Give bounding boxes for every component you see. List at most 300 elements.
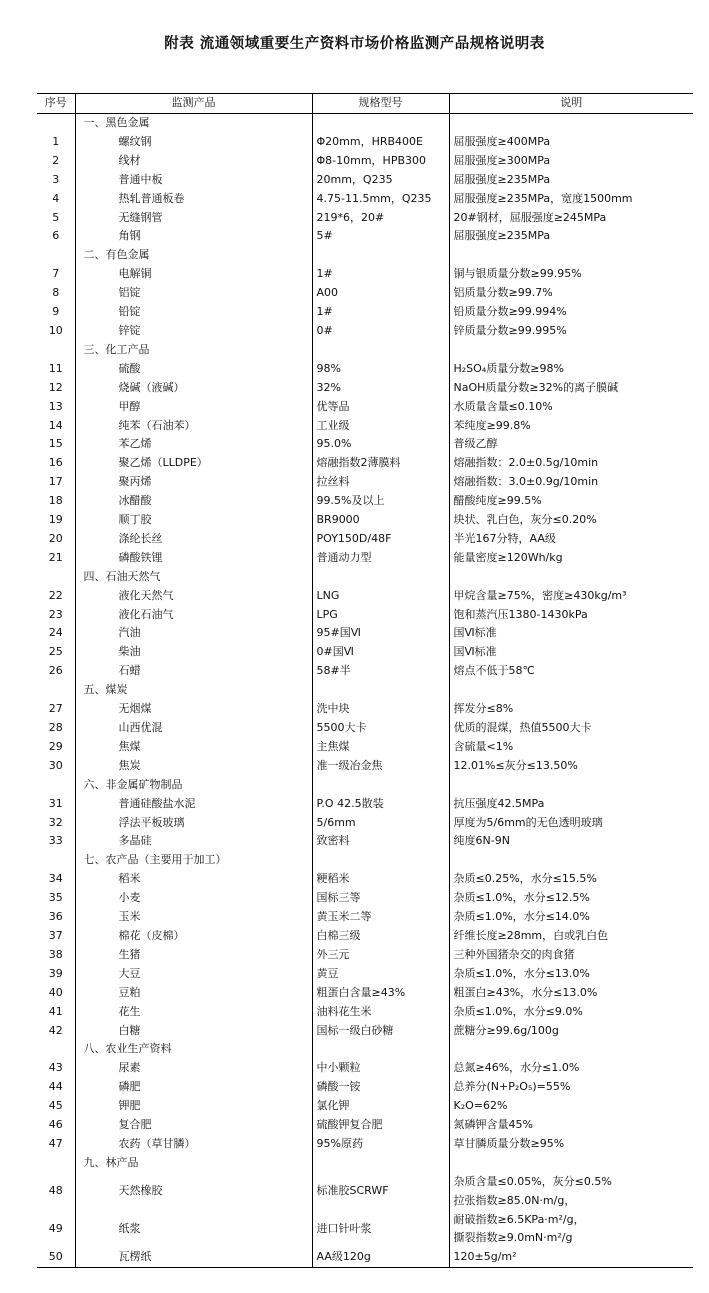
row-desc-line: 拉张指数≥85.0N·m/g， bbox=[453, 1193, 576, 1207]
row-product: 无烟煤 bbox=[75, 700, 312, 719]
row-no: 27 bbox=[48, 702, 63, 716]
category-row bbox=[37, 1154, 693, 1173]
row-desc: 三种外国猪杂交的肉食猪 bbox=[449, 946, 693, 965]
row-spec: POY150D/48F bbox=[312, 530, 449, 549]
row-no: 32 bbox=[48, 815, 63, 829]
row-product: 汽油 bbox=[75, 624, 312, 643]
row-no: 44 bbox=[48, 1080, 63, 1094]
category-row bbox=[37, 341, 693, 360]
row-spec: A00 bbox=[312, 284, 449, 303]
row-product: 豆粕 bbox=[75, 984, 312, 1003]
category-desc-cell bbox=[449, 246, 693, 265]
category-desc-cell bbox=[449, 114, 693, 133]
row-spec: 95.0% bbox=[312, 435, 449, 454]
row-spec: 国标三等 bbox=[312, 889, 449, 908]
category-spec-cell bbox=[312, 1154, 449, 1173]
row-desc: 总养分(N+P₂O₅)=55% bbox=[449, 1078, 693, 1097]
table-row bbox=[37, 549, 693, 568]
table-row bbox=[37, 719, 693, 738]
row-desc: 纤维长度≥28mm，白或乳白色 bbox=[449, 927, 693, 946]
row-no: 34 bbox=[48, 872, 63, 886]
row-spec: 工业级 bbox=[312, 417, 449, 436]
row-desc: 挥发分≤8% bbox=[449, 700, 693, 719]
row-product: 螺纹钢 bbox=[75, 133, 312, 152]
table-row bbox=[37, 946, 693, 965]
row-no: 8 bbox=[52, 286, 60, 300]
row-spec: 磷酸一铵 bbox=[312, 1078, 449, 1097]
row-spec: 拉丝料 bbox=[312, 473, 449, 492]
row-desc: 屈服强度≥400MPa bbox=[449, 133, 693, 152]
row-product: 涤纶长丝 bbox=[75, 530, 312, 549]
category-no-cell bbox=[37, 851, 75, 870]
table-row bbox=[37, 870, 693, 889]
category-label: 八、农业生产资料 bbox=[75, 1040, 312, 1059]
row-desc: 铜与银质量分数≥99.95% bbox=[449, 265, 693, 284]
row-desc: 块状、乳白色，灰分≤0.20% bbox=[449, 511, 693, 530]
category-label: 九、林产品 bbox=[75, 1154, 312, 1173]
row-spec: 硫酸钾复合肥 bbox=[312, 1116, 449, 1135]
row-desc: 抗压强度42.5MPa bbox=[449, 795, 693, 814]
row-desc: 熔融指数：3.0±0.9g/10min bbox=[449, 473, 693, 492]
row-no: 49 bbox=[48, 1222, 63, 1236]
row-product: 磷酸铁锂 bbox=[75, 549, 312, 568]
row-desc: 半光167分特，AA级 bbox=[449, 530, 693, 549]
category-no-cell bbox=[37, 681, 75, 700]
table-row bbox=[37, 1078, 693, 1097]
table-row bbox=[37, 511, 693, 530]
table-row bbox=[37, 417, 693, 436]
row-no: 12 bbox=[48, 380, 63, 394]
row-spec: 黄玉米二等 bbox=[312, 908, 449, 927]
row-desc: 熔点不低于58℃ bbox=[449, 662, 693, 681]
row-product: 浮法平板玻璃 bbox=[75, 814, 312, 833]
table-row bbox=[37, 473, 693, 492]
row-product: 烧碱（液碱） bbox=[75, 379, 312, 398]
row-desc: 熔融指数：2.0±0.5g/10min bbox=[449, 454, 693, 473]
row-spec: 黄豆 bbox=[312, 965, 449, 984]
category-desc-cell bbox=[449, 1154, 693, 1173]
row-spec: 进口针叶浆 bbox=[312, 1211, 449, 1249]
row-desc: 总氮≥46%，水分≤1.0% bbox=[449, 1059, 693, 1078]
row-no: 43 bbox=[48, 1061, 63, 1075]
row-spec: 95%原药 bbox=[312, 1135, 449, 1154]
row-product: 多晶硅 bbox=[75, 832, 312, 851]
row-spec: 外三元 bbox=[312, 946, 449, 965]
row-product: 聚乙烯（LLDPE） bbox=[75, 454, 312, 473]
category-no-cell bbox=[37, 1040, 75, 1059]
row-spec: 5# bbox=[312, 227, 449, 246]
table-body bbox=[37, 114, 693, 1268]
table-row bbox=[37, 643, 693, 662]
row-spec: 中小颗粒 bbox=[312, 1059, 449, 1078]
row-desc: 屈服强度≥235MPa bbox=[449, 227, 693, 246]
row-desc: NaOH质量分数≥32%的离子膜碱 bbox=[449, 379, 693, 398]
row-spec: 0#国Ⅵ bbox=[312, 643, 449, 662]
row-spec: 油料花生米 bbox=[312, 1003, 449, 1022]
table-row bbox=[37, 152, 693, 171]
row-desc: 含硫量<1% bbox=[449, 738, 693, 757]
row-product: 石蜡 bbox=[75, 662, 312, 681]
row-product: 玉米 bbox=[75, 908, 312, 927]
category-no-cell bbox=[37, 246, 75, 265]
row-no: 41 bbox=[48, 1004, 63, 1018]
row-product: 棉花（皮棉） bbox=[75, 927, 312, 946]
spec-table bbox=[37, 93, 693, 1268]
row-desc: 粗蛋白≥43%，水分≤13.0% bbox=[449, 984, 693, 1003]
row-spec: 洗中块 bbox=[312, 700, 449, 719]
table-row bbox=[37, 1135, 693, 1154]
row-product: 焦炭 bbox=[75, 757, 312, 776]
category-row bbox=[37, 246, 693, 265]
row-spec: 主焦煤 bbox=[312, 738, 449, 757]
row-spec: LPG bbox=[312, 606, 449, 625]
row-desc: 蔗糖分≥99.6g/100g bbox=[449, 1022, 693, 1041]
row-no: 2 bbox=[52, 153, 60, 167]
category-row bbox=[37, 568, 693, 587]
row-no: 4 bbox=[52, 191, 60, 205]
row-no: 22 bbox=[48, 588, 63, 602]
table-row bbox=[37, 984, 693, 1003]
row-product: 纸浆 bbox=[75, 1211, 312, 1249]
row-desc: 120±5g/m² bbox=[449, 1248, 693, 1267]
category-row bbox=[37, 114, 693, 133]
row-spec: 219*6，20# bbox=[312, 209, 449, 228]
table-row bbox=[37, 832, 693, 851]
category-no-cell bbox=[37, 114, 75, 133]
row-product: 钾肥 bbox=[75, 1097, 312, 1116]
header-product: 监测产品 bbox=[75, 94, 312, 114]
row-spec: 粗蛋白含量≥43% bbox=[312, 984, 449, 1003]
row-no: 35 bbox=[48, 891, 63, 905]
table-row bbox=[37, 171, 693, 190]
row-no: 37 bbox=[48, 928, 63, 942]
row-desc: 屈服强度≥235MPa bbox=[449, 171, 693, 190]
table-row bbox=[37, 624, 693, 643]
row-no: 46 bbox=[48, 1118, 63, 1132]
table-row bbox=[37, 927, 693, 946]
header-no: 序号 bbox=[44, 96, 67, 110]
row-desc: 屈服强度≥300MPa bbox=[449, 152, 693, 171]
table-row bbox=[37, 209, 693, 228]
row-spec: 白棉三级 bbox=[312, 927, 449, 946]
row-product: 焦煤 bbox=[75, 738, 312, 757]
table-row bbox=[37, 492, 693, 511]
row-no: 28 bbox=[48, 721, 63, 734]
row-spec: AA级120g bbox=[312, 1248, 449, 1267]
row-spec: 5/6mm bbox=[312, 814, 449, 833]
row-product: 农药（草甘膦） bbox=[75, 1135, 312, 1154]
category-desc-cell bbox=[449, 568, 693, 587]
table-row bbox=[37, 1116, 693, 1135]
table-row bbox=[37, 738, 693, 757]
table-row bbox=[37, 227, 693, 246]
row-product: 生猪 bbox=[75, 946, 312, 965]
row-no: 14 bbox=[48, 418, 63, 432]
category-spec-cell bbox=[312, 776, 449, 795]
row-desc: 锌质量分数≥99.995% bbox=[449, 322, 693, 341]
row-no: 3 bbox=[52, 172, 60, 186]
category-desc-cell bbox=[449, 341, 693, 360]
row-no: 5 bbox=[52, 210, 60, 224]
row-no: 1 bbox=[52, 134, 60, 148]
category-label: 四、石油天然气 bbox=[75, 568, 312, 587]
row-desc: 草甘膦质量分数≥95% bbox=[449, 1135, 693, 1154]
row-no: 50 bbox=[48, 1250, 63, 1264]
row-no: 18 bbox=[48, 494, 63, 508]
category-spec-cell bbox=[312, 114, 449, 133]
row-desc: 杂质≤1.0%，水分≤14.0% bbox=[449, 908, 693, 927]
header-desc: 说明 bbox=[449, 94, 693, 114]
row-desc: 杂质≤1.0%，水分≤9.0% bbox=[449, 1003, 693, 1022]
row-desc: 优质的混煤，热值5500大卡 bbox=[449, 719, 693, 738]
row-spec: 0# bbox=[312, 322, 449, 341]
category-desc-cell bbox=[449, 776, 693, 795]
row-desc: 纯度6N-9N bbox=[449, 832, 693, 851]
category-label: 一、黑色金属 bbox=[75, 114, 312, 133]
row-desc: 屈服强度≥235MPa，宽度1500mm bbox=[449, 190, 693, 209]
row-no: 29 bbox=[48, 739, 63, 753]
row-no: 15 bbox=[48, 437, 63, 451]
table-row bbox=[37, 814, 693, 833]
row-product: 普通中板 bbox=[75, 171, 312, 190]
table-row bbox=[37, 662, 693, 681]
category-spec-cell bbox=[312, 851, 449, 870]
row-spec: 95#国Ⅵ bbox=[312, 624, 449, 643]
row-desc: 国Ⅵ标准 bbox=[449, 643, 693, 662]
row-product: 白糖 bbox=[75, 1022, 312, 1041]
row-no: 10 bbox=[48, 323, 63, 337]
row-no: 31 bbox=[48, 796, 63, 810]
row-product: 聚丙烯 bbox=[75, 473, 312, 492]
row-no: 17 bbox=[48, 475, 63, 489]
row-product: 尿素 bbox=[75, 1059, 312, 1078]
category-label: 五、煤炭 bbox=[75, 681, 312, 700]
table-row bbox=[37, 435, 693, 454]
table-row bbox=[37, 454, 693, 473]
row-product: 热轧普通板卷 bbox=[75, 190, 312, 209]
row-desc: 氮磷钾含量45% bbox=[449, 1116, 693, 1135]
row-spec: 32% bbox=[312, 379, 449, 398]
row-desc: 铝质量分数≥99.7% bbox=[449, 284, 693, 303]
row-spec: 5500大卡 bbox=[312, 719, 449, 738]
row-product: 天然橡胶 bbox=[75, 1173, 312, 1211]
category-row bbox=[37, 776, 693, 795]
row-product: 复合肥 bbox=[75, 1116, 312, 1135]
category-spec-cell bbox=[312, 1040, 449, 1059]
category-no-cell bbox=[37, 776, 75, 795]
row-spec: Φ8-10mm，HPB300 bbox=[312, 152, 449, 171]
row-spec: 优等品 bbox=[312, 398, 449, 417]
table-row bbox=[37, 133, 693, 152]
row-desc: 杂质≤1.0%，水分≤12.5% bbox=[449, 889, 693, 908]
row-spec: 20mm，Q235 bbox=[312, 171, 449, 190]
row-desc: 普级乙醇 bbox=[449, 435, 693, 454]
row-no: 36 bbox=[48, 910, 63, 924]
row-desc: 国Ⅵ标准 bbox=[449, 624, 693, 643]
row-product: 大豆 bbox=[75, 965, 312, 984]
row-product: 磷肥 bbox=[75, 1078, 312, 1097]
row-no: 13 bbox=[48, 399, 63, 413]
row-product: 液化天然气 bbox=[75, 587, 312, 606]
row-product: 花生 bbox=[75, 1003, 312, 1022]
table-row bbox=[37, 587, 693, 606]
row-no: 39 bbox=[48, 966, 63, 980]
category-desc-cell bbox=[449, 1040, 693, 1059]
table-row bbox=[37, 398, 693, 417]
row-spec: 标准胶SCRWF bbox=[312, 1173, 449, 1211]
row-no: 20 bbox=[48, 531, 63, 545]
table-row bbox=[37, 1097, 693, 1116]
table-row bbox=[37, 757, 693, 776]
row-no: 6 bbox=[52, 229, 60, 243]
row-spec: 99.5%及以上 bbox=[312, 492, 449, 511]
row-desc: 杂质≤0.25%，水分≤15.5% bbox=[449, 870, 693, 889]
category-label: 二、有色金属 bbox=[75, 246, 312, 265]
table-row bbox=[37, 606, 693, 625]
row-desc: H₂SO₄质量分数≥98% bbox=[449, 360, 693, 379]
row-spec: 国标一级白砂糖 bbox=[312, 1022, 449, 1041]
row-desc: 甲烷含量≥75%，密度≥430kg/m³ bbox=[449, 587, 693, 606]
category-label: 三、化工产品 bbox=[75, 341, 312, 360]
row-product: 角钢 bbox=[75, 227, 312, 246]
row-product: 液化石油气 bbox=[75, 606, 312, 625]
row-spec: 普通动力型 bbox=[312, 549, 449, 568]
table-row bbox=[37, 1248, 693, 1267]
row-product: 顺丁胶 bbox=[75, 511, 312, 530]
row-no: 16 bbox=[48, 456, 63, 470]
row-no: 21 bbox=[48, 550, 63, 564]
row-product: 瓦楞纸 bbox=[75, 1248, 312, 1267]
row-desc: 厚度为5/6mm的无色透明玻璃 bbox=[449, 814, 693, 833]
row-desc: 醋酸纯度≥99.5% bbox=[449, 492, 693, 511]
table-row bbox=[37, 889, 693, 908]
table-row bbox=[37, 1173, 693, 1211]
row-product: 普通硅酸盐水泥 bbox=[75, 795, 312, 814]
row-product: 小麦 bbox=[75, 889, 312, 908]
category-no-cell bbox=[37, 568, 75, 587]
row-no: 42 bbox=[48, 1023, 63, 1037]
row-product: 硫酸 bbox=[75, 360, 312, 379]
row-product: 铅锭 bbox=[75, 303, 312, 322]
row-desc: 水质量含量≤0.10% bbox=[449, 398, 693, 417]
row-spec: 准一级冶金焦 bbox=[312, 757, 449, 776]
row-no: 11 bbox=[48, 361, 63, 375]
category-label: 六、非金属矿物制品 bbox=[75, 776, 312, 795]
row-desc: 铅质量分数≥99.994% bbox=[449, 303, 693, 322]
row-no: 23 bbox=[48, 607, 63, 621]
table-row bbox=[37, 360, 693, 379]
table-row bbox=[37, 284, 693, 303]
page-title: 附表 流通领域重要生产资料市场价格监测产品规格说明表 bbox=[164, 36, 545, 52]
row-spec: 粳稻米 bbox=[312, 870, 449, 889]
row-spec: 1# bbox=[312, 303, 449, 322]
row-spec: P.O 42.5散装 bbox=[312, 795, 449, 814]
category-label: 七、农产品（主要用于加工） bbox=[75, 851, 312, 870]
table-row bbox=[37, 1022, 693, 1041]
table-row bbox=[37, 965, 693, 984]
row-spec: 氯化钾 bbox=[312, 1097, 449, 1116]
row-no: 48 bbox=[48, 1184, 63, 1198]
row-product: 甲醇 bbox=[75, 398, 312, 417]
row-spec: BR9000 bbox=[312, 511, 449, 530]
category-row bbox=[37, 851, 693, 870]
table-row bbox=[37, 795, 693, 814]
row-desc: K₂O=62% bbox=[449, 1097, 693, 1116]
row-no: 40 bbox=[48, 985, 63, 999]
row-desc bbox=[449, 1211, 693, 1249]
category-row bbox=[37, 1040, 693, 1059]
row-desc: 能量密度≥120Wh/kg bbox=[449, 549, 693, 568]
row-spec: 熔融指数2薄膜料 bbox=[312, 454, 449, 473]
row-spec: 致密料 bbox=[312, 832, 449, 851]
category-spec-cell bbox=[312, 341, 449, 360]
row-product: 铝锭 bbox=[75, 284, 312, 303]
row-desc-line: 杂质含量≤0.05%，灰分≤0.5% bbox=[453, 1174, 612, 1188]
table-row bbox=[37, 190, 693, 209]
row-desc: 20#钢材，屈服强度≥245MPa bbox=[449, 209, 693, 228]
category-spec-cell bbox=[312, 681, 449, 700]
table-row bbox=[37, 908, 693, 927]
table-row bbox=[37, 530, 693, 549]
category-desc-cell bbox=[449, 681, 693, 700]
row-no: 47 bbox=[48, 1136, 63, 1150]
row-no: 30 bbox=[48, 758, 63, 772]
row-product: 山西优混 bbox=[75, 719, 312, 738]
row-desc: 杂质≤1.0%，水分≤13.0% bbox=[449, 965, 693, 984]
category-row bbox=[37, 681, 693, 700]
row-desc-line: 撕裂指数≥9.0mN·m²/g bbox=[453, 1231, 573, 1245]
table-row bbox=[37, 1003, 693, 1022]
table-row bbox=[37, 700, 693, 719]
row-no: 7 bbox=[52, 267, 60, 281]
row-product: 线材 bbox=[75, 152, 312, 171]
category-no-cell bbox=[37, 1154, 75, 1173]
row-product: 纯苯（石油苯） bbox=[75, 417, 312, 436]
row-product: 柴油 bbox=[75, 643, 312, 662]
row-desc bbox=[449, 1173, 693, 1211]
header-spec: 规格型号 bbox=[312, 94, 449, 114]
table-row bbox=[37, 1059, 693, 1078]
row-desc: 饱和蒸汽压1380-1430kPa bbox=[449, 606, 693, 625]
category-spec-cell bbox=[312, 568, 449, 587]
row-no: 24 bbox=[48, 626, 63, 640]
row-no: 26 bbox=[48, 664, 63, 678]
row-product: 电解铜 bbox=[75, 265, 312, 284]
table-row bbox=[37, 1211, 693, 1249]
category-spec-cell bbox=[312, 246, 449, 265]
row-product: 冰醋酸 bbox=[75, 492, 312, 511]
row-product: 无缝钢管 bbox=[75, 209, 312, 228]
category-no-cell bbox=[37, 341, 75, 360]
row-product: 稻米 bbox=[75, 870, 312, 889]
row-spec: 58#半 bbox=[312, 662, 449, 681]
row-desc: 12.01%≤灰分≤13.50% bbox=[449, 757, 693, 776]
table-header-row bbox=[37, 94, 693, 114]
row-product: 苯乙烯 bbox=[75, 435, 312, 454]
row-spec: LNG bbox=[312, 587, 449, 606]
row-no: 45 bbox=[48, 1099, 63, 1113]
row-spec: 1# bbox=[312, 265, 449, 284]
row-product: 锌锭 bbox=[75, 322, 312, 341]
row-no: 9 bbox=[52, 305, 60, 319]
row-spec: Φ20mm，HRB400E bbox=[312, 133, 449, 152]
row-no: 33 bbox=[48, 834, 63, 848]
table-row bbox=[37, 265, 693, 284]
table-row bbox=[37, 303, 693, 322]
row-desc: 苯纯度≥99.8% bbox=[449, 417, 693, 436]
row-no: 38 bbox=[48, 947, 63, 961]
table-row bbox=[37, 322, 693, 341]
